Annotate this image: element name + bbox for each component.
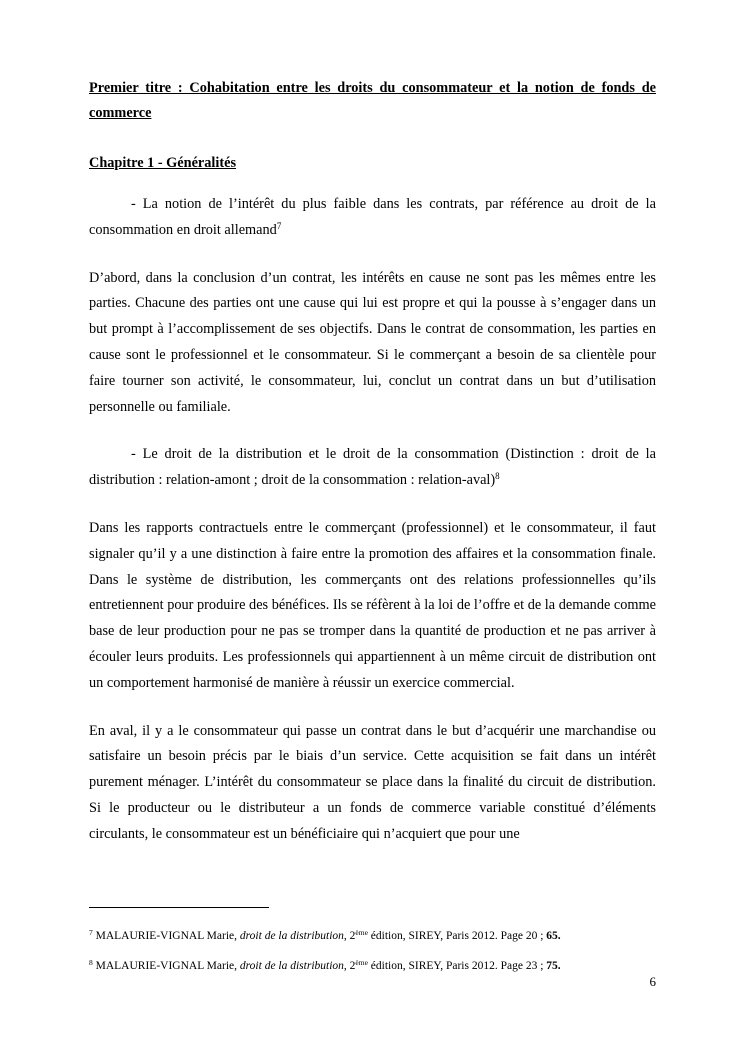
footnote-8: $^8$ MALAURIE-VIGNAL Marie, droit de la distribution, 2ème édition, SIREY, Paris 2012. Page 23 ; 75. — [89, 958, 561, 972]
footnote-ref-7[interactable]: 7 — [276, 220, 282, 231]
section-title: Premier titre : Cohabitation entre les droits du consommateur et la notion de fonds de commerce — [89, 80, 656, 121]
page-number: 6 — [649, 974, 656, 989]
bullet-heading-2 — [89, 442, 656, 494]
footnote-separator — [89, 907, 269, 908]
footnote-ref-8[interactable]: 8 — [495, 471, 500, 482]
footnote-7: $^7$ MALAURIE-VIGNAL Marie, droit de la distribution, 2ème édition, SIREY, Paris 2012. Page 20 ; 65. — [89, 928, 561, 942]
paragraph-3: En aval, il y a le consommateur qui passe un contrat dans le but d’acquérir une marchandise ou satisfaire un besoin précis par le biais d’un service. Cette acquisition se fait dans un intérêt purement ménager. L’intérêt du consommateur se place dans la finalité du circuit de distribution. Si le producteur ou le distributeur a un fonds de commerce variable constitué d’éléments circulants, le consommateur est un bénéficiaire qui n’acquiert que pour une — [89, 722, 656, 842]
paragraph-2: Dans les rapports contractuels entre le commerçant (professionnel) et le consommateur, il faut signaler qu’il y a une distinction à faire entre la promotion des affaires et la consommation finale. Dans le système de distribution, les commerçants ont des relations professionnelles qu’ils entretiennent pour produire des bénéfices. Ils se réfèrent à la loi de l’offre et de la demande comme base de leur production pour ne pas se tromper dans la quantité de production et ne pas arriver à écouler leurs produits. Les professionnels qui appartiennent à un même circuit de distribution ont un comportement harmonisé de manière à réussir un exercice commercial. — [89, 519, 656, 691]
paragraph-1: D’abord, dans la conclusion d’un contrat, les intérêts en cause ne sont pas les mêmes entre les parties. Chacune des parties ont une cause qui lui est propre et qui la pousse à s’engager dans un but prompt à l’accomplissement de ses objectifs. Dans le contrat de consommation, les parties en cause sont le professionnel et le consommateur. Si le commerçant a besoin de sa clientèle pour faire tourner son activité, le consommateur, lui, conclut un contrat dans un but d’utilisation personnelle ou familiale. — [89, 269, 656, 415]
bullet-heading-1 — [89, 192, 656, 244]
chapter-heading: Chapitre 1 - Généralités — [89, 155, 237, 171]
page-body — [89, 76, 656, 870]
bullet-heading-1-text: - La notion de l’intérêt du plus faible dans les contrats, par référence au droit de la consommation en droit allemand — [89, 196, 656, 238]
bullet-heading-2-text: - Le droit de la distribution et le droit de la consommation (Distinction : droit de la distribution : relation-amont ; droit de la consommation : relation-aval) — [89, 446, 656, 489]
